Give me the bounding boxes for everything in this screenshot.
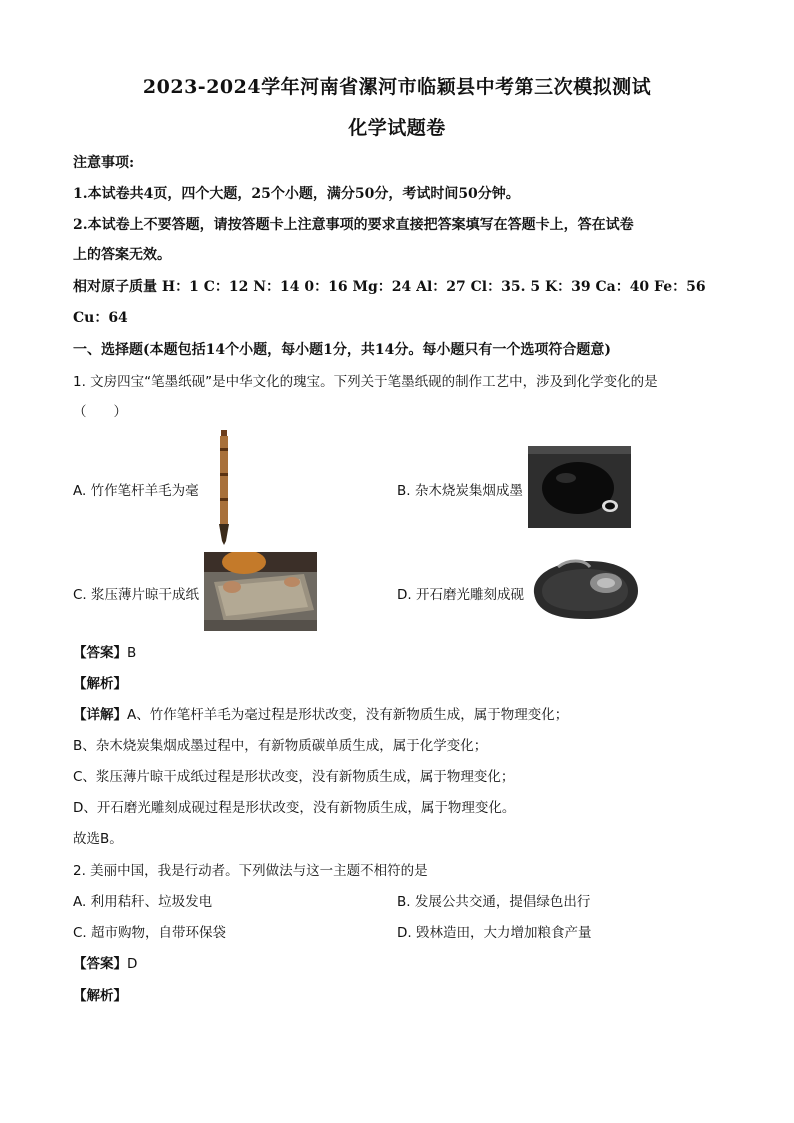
exam-title: 2023-2024学年河南省漯河市临颖县中考第三次模拟测试	[142, 76, 652, 98]
q1-analysis-line	[73, 672, 127, 692]
q2-option-c: C. 超市购物，自带环保袋	[73, 925, 227, 941]
q1-option-a: A. 竹作笔杆羊毛为毫	[73, 483, 199, 499]
q2-option-d: D. 毁林造田，大力增加粮食产量	[397, 925, 592, 941]
q1-detail-b: B、杂木烧炭集烟成墨过程中，有新物质碳单质生成，属于化学变化；	[73, 738, 488, 754]
q1-detail-d: D、开石磨光雕刻成砚过程是形状改变，没有新物质生成，属于物理变化。	[73, 800, 516, 816]
exam-subtitle: 化学试题卷	[348, 117, 446, 139]
notes-item-2-line-2: 上的答案无效。	[73, 247, 171, 263]
q2-answer-line	[73, 952, 137, 972]
q2-analysis-tag: 【解析】	[73, 988, 127, 1004]
q2-stem: 2. 美丽中国，我是行动者。下列做法与这一主题不相符的是	[73, 863, 428, 879]
q1-stem-line-2: （ ）	[73, 404, 127, 420]
q1-conclusion: 故选B。	[73, 831, 123, 847]
q1-option-c: C. 浆压薄片晾干成纸	[73, 587, 200, 603]
q1-detail-c: C、浆压薄片晾干成纸过程是形状改变，没有新物质生成，属于物理变化；	[73, 769, 515, 785]
q2-option-a: A. 利用秸秆、垃圾发电	[73, 894, 213, 910]
brush-image	[205, 428, 245, 546]
notes-heading: 注意事项:	[73, 155, 135, 171]
inkstone-image	[528, 553, 642, 623]
q1-detail-tag: 【详解】	[73, 707, 127, 723]
atomic-mass-line-1: 相对原子质量 H：1 C：12 N：14 0：16 Mg：24 Al：27 Cl：35. 5 K：39 Ca：40 Fe：56	[73, 279, 706, 295]
atomic-mass-line-2: Cu：64	[73, 310, 128, 326]
notes-item-2-line-1: 2.本试卷上不要答题，请按答题卡上注意事项的要求直接把答案填写在答题卡上，答在试卷	[73, 217, 634, 233]
q1-answer-tag: 【答案】	[73, 645, 127, 661]
q1-answer-line	[73, 641, 136, 661]
section-1-heading: 一、选择题(本题包括14个小题，每小题1分，共14分。每小题只有一个选项符合题意)	[73, 342, 611, 358]
q2-answer-tag: 【答案】	[73, 956, 127, 972]
notes-item-1: 1.本试卷共4页，四个大题，25个小题，满分50分，考试时间50分钟。	[73, 186, 520, 202]
ink-image	[528, 446, 631, 528]
q2-answer: D	[127, 956, 138, 972]
q1-option-b: B. 杂木烧炭集烟成墨	[397, 483, 523, 499]
q1-detail-a-line	[73, 703, 568, 723]
q1-option-d: D. 开石磨光雕刻成砚	[397, 587, 524, 603]
q1-analysis-tag: 【解析】	[73, 676, 127, 692]
q1-detail-a: A、竹作笔杆羊毛为毫过程是形状改变，没有新物质生成，属于物理变化；	[127, 707, 569, 723]
q1-answer: B	[127, 645, 137, 661]
paper-image	[204, 552, 317, 631]
q1-stem-line-1: 1. 文房四宝“笔墨纸砚”是中华文化的瑰宝。下列关于笔墨纸砚的制作工艺中，涉及到化学变化的是	[73, 374, 658, 390]
q2-analysis-line	[73, 984, 127, 1004]
q2-option-b: B. 发展公共交通，提倡绿色出行	[397, 894, 591, 910]
